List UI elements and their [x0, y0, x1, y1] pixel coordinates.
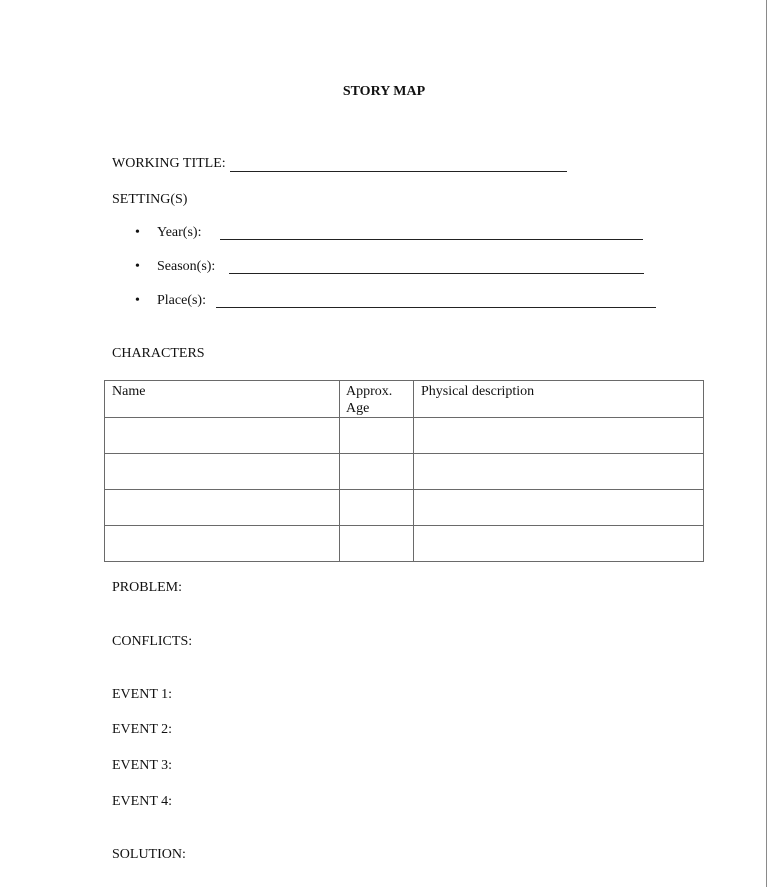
year-field[interactable] [220, 239, 643, 240]
setting-heading: SETTING(S) [112, 192, 188, 207]
name-cell[interactable] [105, 490, 340, 526]
solution-label: SOLUTION: [112, 847, 186, 862]
page-title: STORY MAP [342, 84, 426, 99]
age-cell[interactable] [340, 418, 414, 454]
bullet-year: • [135, 225, 140, 240]
description-cell[interactable] [414, 418, 704, 454]
table-row [105, 490, 704, 526]
age-cell[interactable] [340, 454, 414, 490]
age-cell[interactable] [340, 490, 414, 526]
event-1-label: EVENT 1: [112, 687, 173, 702]
bullet-season: • [135, 259, 140, 274]
table-row [105, 418, 704, 454]
problem-label: PROBLEM: [112, 580, 183, 595]
age-cell[interactable] [340, 526, 414, 562]
bullet-place: • [135, 293, 140, 308]
place-field[interactable] [216, 307, 656, 308]
name-cell[interactable] [105, 526, 340, 562]
name-cell[interactable] [105, 454, 340, 490]
description-cell[interactable] [414, 526, 704, 562]
table-row [105, 454, 704, 490]
season-field[interactable] [229, 273, 644, 274]
description-cell[interactable] [414, 490, 704, 526]
characters-table [104, 380, 704, 562]
event-3-label: EVENT 3: [112, 758, 173, 773]
page-edge [766, 0, 767, 887]
column-header-description: Physical description [414, 381, 704, 418]
table-header-row [105, 381, 704, 418]
event-2-label: EVENT 2: [112, 722, 173, 737]
season-label: Season(s): [157, 259, 216, 274]
working-title-label: WORKING TITLE: [112, 156, 226, 171]
place-label: Place(s): [157, 293, 206, 308]
column-header-age: Approx. Age [340, 381, 414, 418]
characters-heading: CHARACTERS [112, 346, 205, 361]
table-row [105, 526, 704, 562]
conflicts-label: CONFLICTS: [112, 634, 193, 649]
description-cell[interactable] [414, 454, 704, 490]
name-cell[interactable] [105, 418, 340, 454]
year-label: Year(s): [157, 225, 202, 240]
working-title-field[interactable] [230, 171, 567, 172]
column-header-name: Name [105, 381, 340, 418]
event-4-label: EVENT 4: [112, 794, 173, 809]
